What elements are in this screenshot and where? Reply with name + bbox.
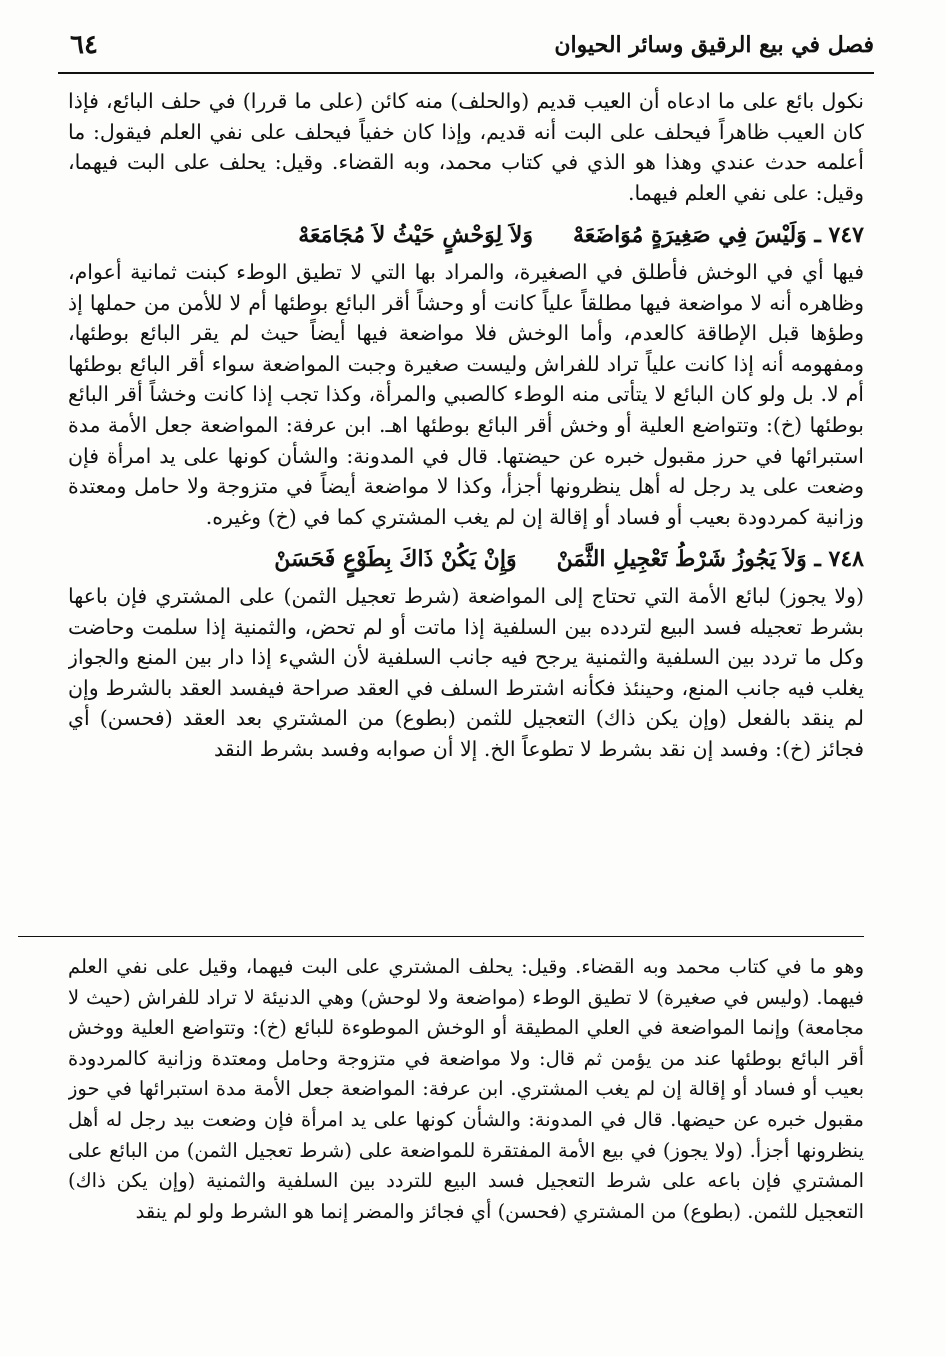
commentary-747: فيها أي في الوخش فأطلق في الصغيرة، والمراد بها التي لا تطيق الوطء كبنت ثمانية أعوام، وظاهره أنه لا مواضعة فيها مطلقاً علياً كانت أو وحشاً أقر البائع بوطئها أم لا للأمن من حملها إذ وطؤها قبل الإطاقة كالعدم، وأما الوخش فلا مواضعة فيها أيضاً حيث لم يقر البائع بوطئها، ومفهومه أنه إذا كانت علياً تراد للفراش وليست صغيرة وجبت المواضعة سواء أقر البائع بوطئها أم لا. بل ولو كان البائع لا يتأتى منه الوطء كالصبي والمرأة، وكذا تجب إذا كانت وخشاً أقر البائع بوطئها (خ): وتتواضع العلية أو وخش أقر البائع بوطئها اهـ. ابن عرفة: المواضعة جعل الأمة مدة استبرائها في حرز مقبول خبره عن حيضتها. قال في المدونة: والشأن كونها على يد امرأة فإن وضعت على يد رجل له أهل ينظرونها أجزأ، وكذا لا مواضعة أيضاً في متزوجة ولا حامل ومعتدة وزانية كمردودة بعيب أو فساد أو إقالة إن لم يغب المشتري كما في (خ) وغيره.	[68, 259, 864, 529]
verse-747	[68, 220, 864, 251]
intro-paragraph: نكول بائع على ما ادعاه أن العيب قديم (والحلف) منه كائن (على ما قررا) في حلف البائع، فإذا كان العيب ظاهراً فيحلف على البت أنه قديم، وإذا كان خفياً فيحلف على نفي العلم فيقول: ما أعلمه حدث عندي وهذا هو الذي في كتاب محمد، وبه القضاء. وقيل: يحلف على البت فيهما، وقيل: على نفي العلم فيهما.	[68, 89, 864, 205]
verse-747-first-hemistich: ٧٤٧ ـ وَلَيْسَ فِي صَغِيرَةٍ مُوَاضَعَهْ	[572, 222, 864, 249]
page-number: ٦٤	[70, 30, 98, 60]
verse-748	[68, 544, 864, 575]
footnotes	[68, 952, 864, 1322]
footnote-text: وهو ما في كتاب محمد وبه القضاء. وقيل: يحلف المشتري على البت فيهما، وقيل على نفي العلم فيهما. (وليس في صغيرة) لا تطيق الوطء (مواضعة ولا لوحش) وهي الدنيئة لا تراد للفراش (حيث لا مجامعة) وإنما المواضعة في العلي المطيقة أو الوخش الموطوءة للبائع (خ): وتتواضع العلية ووخش أقر البائع بوطئها عند من يؤمن ثم قال: ولا مواضعة في متزوجة وحامل ومعتدة وزانية كالمردودة بعيب أو فساد أو إقالة إن لم يغب المشتري. ابن عرفة: المواضعة جعل الأمة مدة استبرائها في حوز مقبول خبره عن حيضها. قال في المدونة: والشأن كونها على يد امرأة فإن وضعت بيد رجل له أهل ينظرونها أجزأ. (ولا يجوز) في بيع الأمة المفتقرة للمواضعة على (شرط تعجيل الثمن) من البائع على المشتري فإن باعه على شرط التعجيل فسد البيع للتردد بين السلفية والثمنية (وإن يكن ذاك) التعجيل للثمن. (بطوع) من المشتري (فحسن) أي فجائز والمضر إنما هو الشرط ولو لم ينقد	[68, 955, 864, 1223]
commentary-748: (ولا يجوز) لبائع الأمة التي تحتاج إلى المواضعة (شرط تعجيل الثمن) على المشتري فإن باعها بشرط تعجيله فسد البيع لتردده بين السلفية إذا ماتت أو لم تحض، والثمنية إذا سلمت وحاضت وكل ما تردد بين السلفية والثمنية يرجح فيه جانب السلفية لأن الشيء إذا دار بين المنع والجواز يغلب فيه جانب المنع، وحينئذ فكأنه اشترط السلف في العقد صراحة فيفسد العقد بالشرط وإن لم ينقد بالفعل (وإن يكن ذاك) التعجيل للثمن (بطوع) من المشتري بعد العقد (فحسن) أي فجائز (خ): وفسد إن نقد بشرط لا تطوعاً الخ. إلا أن صوابه وفسد بشرط النقد	[68, 583, 864, 761]
verse-748-first-hemistich: ٧٤٨ ـ وَلاَ يَجُوزُ شَرْطُ تَعْجِيلِ الثَّمَنْ	[556, 546, 864, 573]
verse-747-second-hemistich: وَلاَ لِوَحْشٍ حَيْثُ لاَ مُجَامَعَهْ	[298, 222, 533, 249]
verse-748-second-hemistich: وَإِنْ يَكُنْ ذَاكَ بِطَوْعٍ فَحَسَنْ	[274, 546, 517, 573]
main-text	[68, 86, 864, 894]
page-header	[58, 28, 874, 74]
running-title: فصل في بيع الرقيق وسائر الحيوان	[554, 32, 874, 58]
footnote-divider	[18, 936, 864, 937]
